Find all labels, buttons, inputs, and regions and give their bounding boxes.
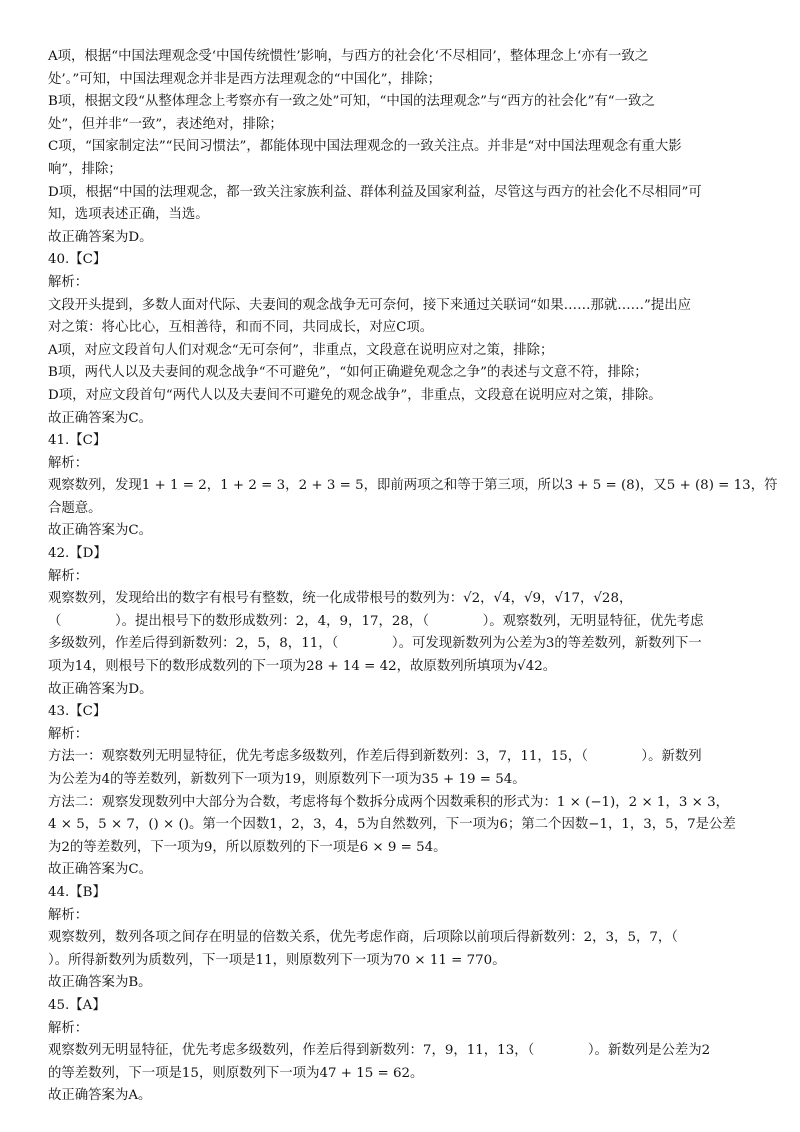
answer-line: 故正确答案为A。 — [48, 1088, 152, 1104]
text-line: 对之策：将心比心，互相善待，和而不同，共同成长，对应C项。 — [48, 320, 434, 336]
text-line: C项，“国家制定法”“民间习惯法”，都能体现中国法理观念的一致关注点。并非是“对中国法理观念有重大影 — [48, 139, 682, 155]
answer-line: 故正确答案为C。 — [48, 410, 152, 426]
answer-line: 故正确答案为D。 — [48, 681, 153, 697]
text-line: 观察数列无明显特征，优先考虑多级数列，作差后得到新数列：7，9，11，13，（ ）。新数列是公差为2 — [48, 1043, 711, 1059]
text-line: （ ）。提出根号下的数形成数列：2，4，9，17，28，（ ）。观察数列，无明显特征，优先考虑 — [48, 613, 704, 629]
text-line: D项，根据“中国的法理观念，都一致关注家族利益、群体利益及国家利益，尽管这与西方的社会化不尽相同”可 — [48, 184, 702, 200]
text-line: 为2的等差数列，下一项为9，所以原数列的下一项是6 × 9 = 54。 — [48, 839, 447, 855]
text-line: 文段开头提到，多数人面对代际、夫妻间的观念战争无可奈何，接下来通过关联词“如果……那就……”提出应 — [48, 297, 692, 313]
answer-line: 故正确答案为C。 — [48, 523, 152, 539]
text-line: A项，对应文段首句人们对观念“无可奈何”，非重点，文段意在说明应对之策，排除； — [48, 342, 554, 358]
question-number: 44.【B】 — [48, 884, 106, 900]
text-line: 多级数列，作差后得到新数列：2，5，8，11，（ ）。可发现新数列为公差为3的等差数列，新数列下一 — [48, 636, 702, 652]
text-line: ）。所得新数列为质数列，下一项是11，则原数列下一项为70 × 11 = 770。 — [48, 952, 506, 968]
analysis-label: 解析： — [48, 1020, 89, 1036]
text-line: 为公差为4的等差数列，新数列下一项为19，则原数列下一项为35 + 19 = 54。 — [48, 772, 526, 787]
answer-line: 故正确答案为C。 — [48, 862, 152, 878]
question-number: 43.【C】 — [48, 704, 107, 720]
question-number: 42.【D】 — [48, 546, 107, 562]
analysis-label: 解析： — [48, 907, 89, 923]
analysis-label: 解析： — [48, 455, 89, 471]
question-number: 40.【C】 — [48, 252, 107, 268]
text-line: 4 × 5，5 × 7，() × ()。第一个因数1，2，3，4，5为自然数列，下一项为6；第二个因数−1，1，3，5，7是公差 — [48, 817, 736, 833]
question-number: 45.【A】 — [48, 997, 106, 1013]
text-line: B项，两代人以及夫妻间的观念战争“不可避免”，“如何正确避免观念之争”的表述与文意不符，排除； — [48, 365, 648, 381]
text-line: 的等差数列，下一项是15，则原数列下一项为47 + 15 = 62。 — [48, 1065, 424, 1081]
text-line: D项，对应文段首句“两代人以及夫妻间不可避免的观念战争”，非重点，文段意在说明应对之策，排除。 — [48, 387, 662, 403]
text-line: 知，选项表述正确，当选。 — [48, 207, 209, 223]
text-line: 处”，但并非“一致”，表述绝对，排除； — [48, 116, 283, 132]
question-number: 41.【C】 — [48, 433, 107, 449]
answer-line: 故正确答案为D。 — [48, 229, 153, 245]
text-line: 响”，排除； — [48, 161, 122, 177]
text-line: 合题意。 — [48, 500, 102, 516]
analysis-label: 解析： — [48, 568, 89, 584]
analysis-label: 解析： — [48, 274, 89, 290]
text-line: 处’。”可知，中国法理观念并非是西方法理观念的“中国化”，排除； — [48, 71, 442, 87]
text-line: B项，根据文段“从整体理念上考察亦有一致之处”可知，“中国的法理观念”与“西方的社会化”有“一致之 — [48, 94, 655, 110]
answer-line: 故正确答案为B。 — [48, 975, 152, 991]
text-line: 项为14，则根号下的数形成数列的下一项为28 + 14 = 42，故原数列所填项为√42。 — [48, 659, 557, 675]
text-line: 观察数列，发现1 + 1 = 2，1 + 2 = 3，2 + 3 = 5，即前两项之和等于第三项，所以3 + 5 = (8)，又5 + (8) = 13，符 — [48, 478, 778, 494]
text-line: 观察数列，发现给出的数字有根号有整数，统一化成带根号的数列为：√2，√4，√9，√17，√28， — [48, 591, 633, 607]
text-line: 方法一：观察数列无明显特征，优先考虑多级数列，作差后得到新数列：3，7，11，15，（ ）。新数列 — [48, 749, 702, 765]
text-line: 方法二：观察发现数列中大部分为合数，考虑将每个数拆分成两个因数乘积的形式为：1 × (−1)，2 × 1，3 × 3， — [48, 794, 729, 810]
analysis-label: 解析： — [48, 726, 89, 742]
text-line: A项，根据“中国法理观念受‘中国传统惯性’影响，与西方的社会化‘不尽相同’，整体理念上‘亦有一致之 — [48, 49, 649, 64]
text-line: 观察数列，数列各项之间存在明显的倍数关系，优先考虑作商，后项除以前项后得新数列：2，3，5，7，（ — [48, 930, 678, 946]
